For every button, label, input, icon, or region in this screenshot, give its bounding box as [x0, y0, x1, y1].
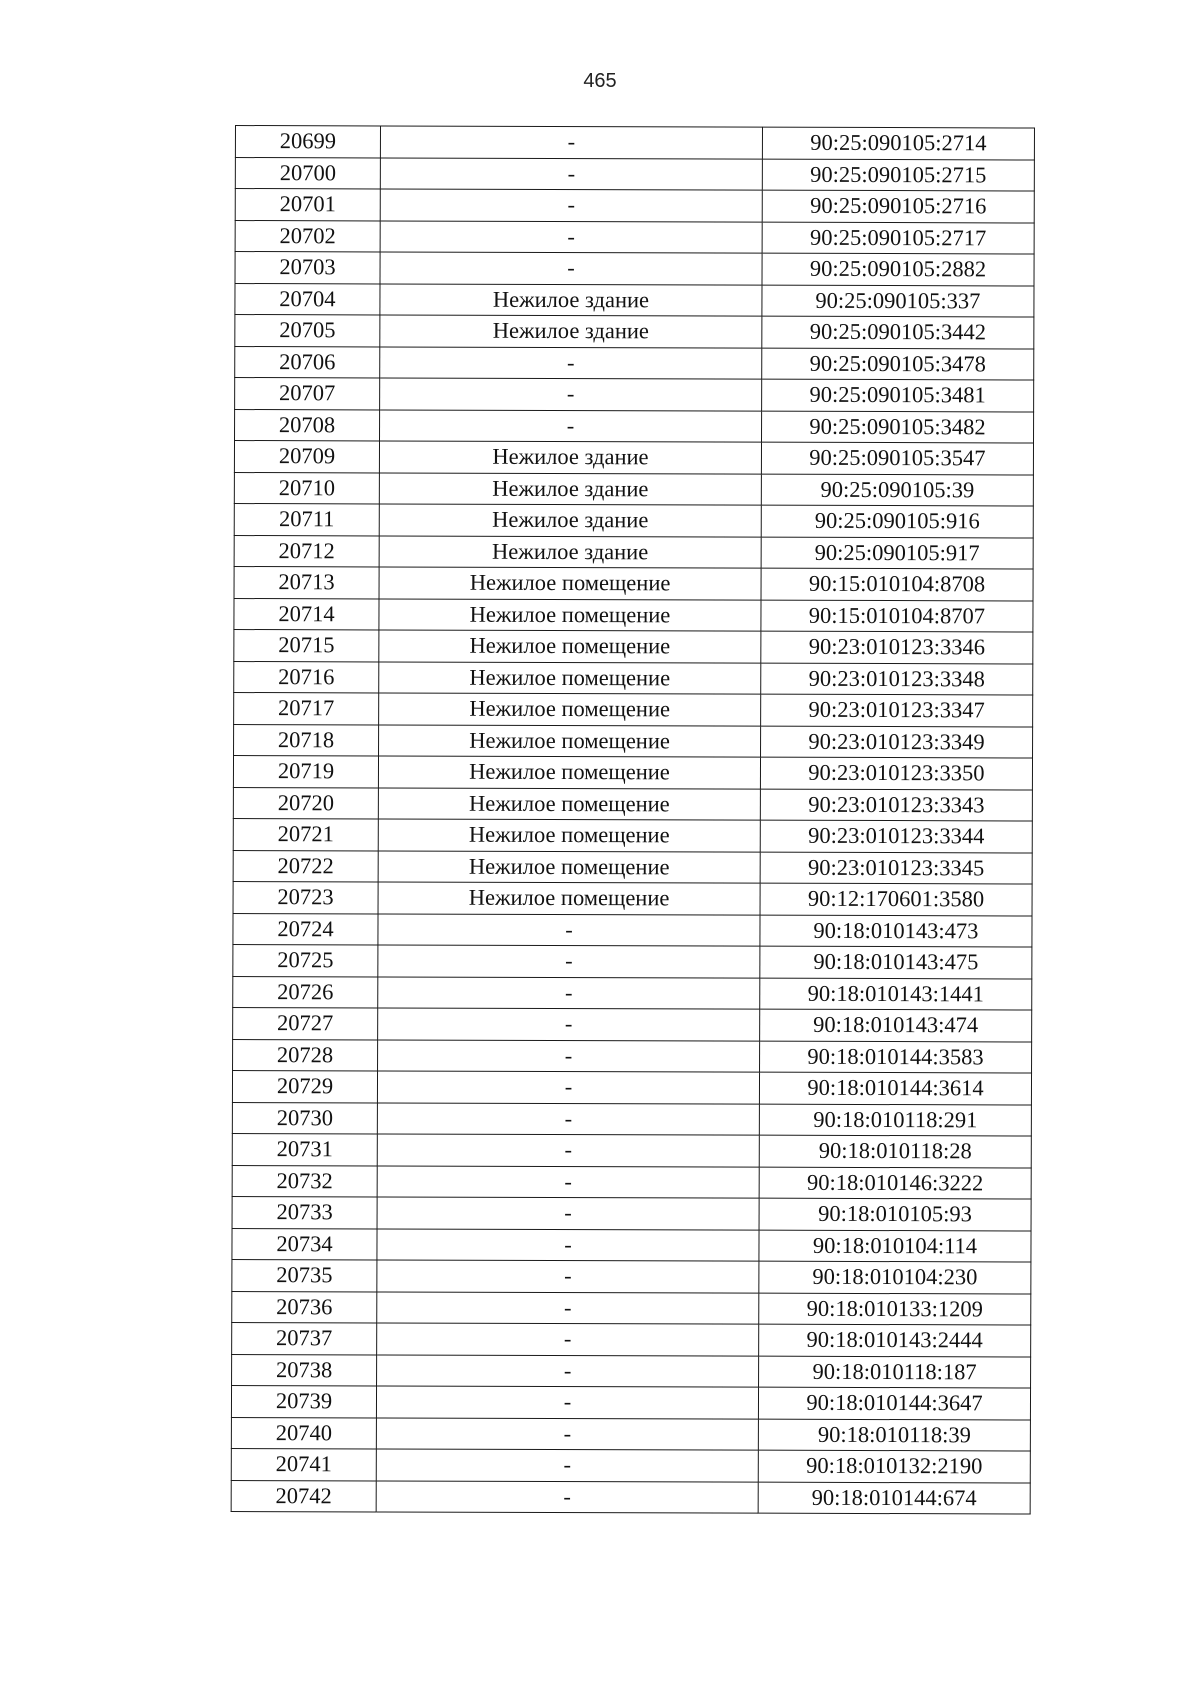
cadastral-number-cell: 90:25:090105:3442 — [762, 316, 1034, 348]
table-row — [231, 1417, 1030, 1451]
row-number-cell: 20716 — [234, 661, 379, 693]
object-name-cell: Нежилое помещение — [378, 819, 760, 852]
row-number-cell: 20711 — [234, 503, 379, 535]
row-number-cell: 20729 — [232, 1070, 377, 1102]
object-name-cell: Нежилое здание — [379, 441, 761, 474]
table-row — [232, 1259, 1031, 1293]
cadastral-number-cell: 90:15:010104:8707 — [761, 600, 1033, 632]
table-row — [235, 252, 1034, 286]
cadastral-number-cell: 90:25:090105:2715 — [762, 159, 1034, 191]
cadastral-number-cell: 90:18:010144:3614 — [759, 1072, 1031, 1104]
row-number-cell: 20731 — [232, 1133, 377, 1165]
row-number-cell: 20700 — [235, 157, 380, 189]
table-row — [233, 755, 1032, 789]
cadastral-number-cell: 90:18:010146:3222 — [759, 1167, 1031, 1199]
object-name-cell: - — [377, 1165, 759, 1198]
table-row — [233, 944, 1032, 978]
cadastral-number-cell: 90:18:010133:1209 — [759, 1293, 1031, 1325]
table-row — [234, 503, 1033, 537]
object-name-cell: - — [378, 1008, 760, 1041]
object-name-cell: Нежилое здание — [379, 535, 761, 568]
table-row — [231, 1480, 1030, 1514]
object-name-cell: Нежилое помещение — [378, 882, 760, 915]
cadastral-number-cell: 90:23:010123:3347 — [761, 694, 1033, 726]
table-row — [235, 126, 1034, 160]
cadastral-number-cell: 90:18:010143:474 — [760, 1009, 1032, 1041]
row-number-cell: 20701 — [235, 189, 380, 221]
table-row — [235, 378, 1034, 412]
cadastral-number-cell: 90:25:090105:39 — [761, 474, 1033, 506]
row-number-cell: 20704 — [235, 283, 380, 315]
cadastral-number-cell: 90:23:010123:3343 — [760, 789, 1032, 821]
cadastral-number-cell: 90:18:010104:114 — [759, 1230, 1031, 1262]
object-name-cell: - — [378, 945, 760, 978]
table-row — [232, 1133, 1031, 1167]
row-number-cell: 20733 — [232, 1196, 377, 1228]
table-row — [235, 283, 1034, 317]
object-name-cell: - — [376, 1480, 758, 1513]
table-row — [234, 724, 1033, 758]
table-row — [233, 881, 1032, 915]
object-name-cell: - — [376, 1386, 758, 1419]
row-number-cell: 20709 — [234, 441, 379, 473]
cadastral-number-cell: 90:25:090105:916 — [761, 505, 1033, 537]
row-number-cell: 20734 — [232, 1228, 377, 1260]
object-name-cell: Нежилое помещение — [378, 756, 760, 789]
object-name-cell: - — [380, 157, 762, 190]
table-row — [233, 976, 1032, 1010]
object-name-cell: - — [377, 1323, 759, 1356]
cadastral-number-cell: 90:18:010144:3647 — [758, 1387, 1030, 1419]
row-number-cell: 20737 — [232, 1322, 377, 1354]
table-row — [232, 1070, 1031, 1104]
cadastral-number-cell: 90:18:010143:475 — [760, 946, 1032, 978]
cadastral-number-cell: 90:18:010144:3583 — [760, 1041, 1032, 1073]
object-name-cell: - — [377, 1102, 759, 1135]
cadastral-number-cell: 90:25:090105:3481 — [762, 379, 1034, 411]
cadastral-number-cell: 90:25:090105:2882 — [762, 253, 1034, 285]
object-name-cell: - — [377, 1071, 759, 1104]
row-number-cell: 20699 — [235, 126, 380, 158]
row-number-cell: 20732 — [232, 1165, 377, 1197]
table-row — [235, 315, 1034, 349]
cadastral-number-cell: 90:18:010118:187 — [759, 1356, 1031, 1388]
cadastral-number-cell: 90:25:090105:3478 — [762, 348, 1034, 380]
row-number-cell: 20719 — [233, 755, 378, 787]
object-name-cell: - — [380, 126, 762, 159]
row-number-cell: 20722 — [233, 850, 378, 882]
row-number-cell: 20703 — [235, 252, 380, 284]
cadastral-number-cell: 90:18:010143:1441 — [760, 978, 1032, 1010]
cadastral-number-cell: 90:18:010132:2190 — [758, 1450, 1030, 1482]
row-number-cell: 20730 — [232, 1102, 377, 1134]
object-name-cell: - — [377, 1291, 759, 1324]
row-number-cell: 20727 — [233, 1007, 378, 1039]
object-name-cell: Нежилое помещение — [379, 661, 761, 694]
cadastral-number-cell: 90:18:010143:473 — [760, 915, 1032, 947]
table-row — [232, 1354, 1031, 1388]
table-row — [235, 220, 1034, 254]
object-name-cell: - — [380, 409, 762, 442]
cadastral-number-cell: 90:18:010143:2444 — [759, 1324, 1031, 1356]
object-name-cell: Нежилое помещение — [379, 567, 761, 600]
table-row — [231, 1385, 1030, 1419]
cadastral-number-cell: 90:18:010105:93 — [759, 1198, 1031, 1230]
table-row — [234, 566, 1033, 600]
table-row — [234, 598, 1033, 632]
table-row — [231, 1448, 1030, 1482]
table-row — [233, 913, 1032, 947]
object-name-cell: - — [380, 189, 762, 222]
row-number-cell: 20723 — [233, 881, 378, 913]
object-name-cell: - — [376, 1449, 758, 1482]
object-name-cell: Нежилое помещение — [379, 598, 761, 631]
cadastral-number-cell: 90:12:170601:3580 — [760, 883, 1032, 915]
row-number-cell: 20713 — [234, 566, 379, 598]
object-name-cell: Нежилое помещение — [379, 693, 761, 726]
object-name-cell: - — [377, 1228, 759, 1261]
table-row — [234, 472, 1033, 506]
object-name-cell: Нежилое помещение — [378, 850, 760, 883]
row-number-cell: 20707 — [235, 378, 380, 410]
cadastral-number-cell: 90:18:010104:230 — [759, 1261, 1031, 1293]
row-number-cell: 20718 — [234, 724, 379, 756]
object-name-cell: - — [380, 346, 762, 379]
table-row — [235, 189, 1034, 223]
row-number-cell: 20714 — [234, 598, 379, 630]
object-name-cell: Нежилое помещение — [378, 787, 760, 820]
table-row — [234, 661, 1033, 695]
cadastral-number-cell: 90:25:090105:337 — [762, 285, 1034, 317]
table-row — [233, 1007, 1032, 1041]
object-name-cell: - — [377, 1354, 759, 1387]
object-name-cell: - — [378, 976, 760, 1009]
row-number-cell: 20706 — [235, 346, 380, 378]
cadastral-number-cell: 90:23:010123:3346 — [761, 631, 1033, 663]
object-name-cell: - — [378, 913, 760, 946]
cadastral-number-cell: 90:18:010118:39 — [758, 1419, 1030, 1451]
row-number-cell: 20736 — [232, 1291, 377, 1323]
cadastral-number-cell: 90:23:010123:3350 — [760, 757, 1032, 789]
table-row — [235, 157, 1034, 191]
table-row — [232, 1291, 1031, 1325]
row-number-cell: 20724 — [233, 913, 378, 945]
cadastral-number-cell: 90:25:090105:3547 — [761, 442, 1033, 474]
object-name-cell: Нежилое здание — [380, 315, 762, 348]
table-row — [232, 1228, 1031, 1262]
object-name-cell: Нежилое помещение — [379, 630, 761, 663]
object-name-cell: - — [377, 1197, 759, 1230]
object-name-cell: - — [377, 1260, 759, 1293]
object-name-cell: Нежилое помещение — [379, 724, 761, 757]
row-number-cell: 20705 — [235, 315, 380, 347]
object-name-cell: - — [378, 1039, 760, 1072]
row-number-cell: 20739 — [231, 1385, 376, 1417]
row-number-cell: 20726 — [233, 976, 378, 1008]
table-row — [233, 1039, 1032, 1073]
row-number-cell: 20728 — [233, 1039, 378, 1071]
row-number-cell: 20702 — [235, 220, 380, 252]
table-row — [232, 1196, 1031, 1230]
table-row — [234, 629, 1033, 663]
cadastral-number-cell: 90:25:090105:2717 — [762, 222, 1034, 254]
cadastral-number-cell: 90:25:090105:2714 — [762, 127, 1034, 159]
cadastral-number-cell: 90:18:010144:674 — [758, 1482, 1030, 1514]
table-row — [233, 787, 1032, 821]
cadastral-number-cell: 90:25:090105:2716 — [762, 190, 1034, 222]
cadastral-number-cell: 90:23:010123:3348 — [761, 663, 1033, 695]
row-number-cell: 20721 — [233, 818, 378, 850]
row-number-cell: 20725 — [233, 944, 378, 976]
object-name-cell: Нежилое здание — [380, 283, 762, 316]
object-name-cell: - — [380, 252, 762, 285]
cadastral-number-cell: 90:15:010104:8708 — [761, 568, 1033, 600]
row-number-cell: 20708 — [235, 409, 380, 441]
table-row — [232, 1165, 1031, 1199]
row-number-cell: 20735 — [232, 1259, 377, 1291]
object-name-cell: - — [377, 1134, 759, 1167]
table-row — [233, 850, 1032, 884]
row-number-cell: 20740 — [231, 1417, 376, 1449]
register-table-body — [231, 126, 1034, 1515]
table-row — [234, 535, 1033, 569]
table-row — [235, 409, 1034, 443]
page-number: 465 — [583, 70, 617, 92]
cadastral-number-cell: 90:25:090105:3482 — [762, 411, 1034, 443]
register-table — [231, 125, 1035, 1515]
table-row — [234, 692, 1033, 726]
table-row — [233, 818, 1032, 852]
row-number-cell: 20741 — [231, 1448, 376, 1480]
cadastral-number-cell: 90:23:010123:3345 — [760, 852, 1032, 884]
object-name-cell: Нежилое здание — [379, 504, 761, 537]
table-row — [232, 1322, 1031, 1356]
cadastral-number-cell: 90:18:010118:28 — [759, 1135, 1031, 1167]
object-name-cell: - — [376, 1417, 758, 1450]
object-name-cell: - — [380, 220, 762, 253]
object-name-cell: - — [380, 378, 762, 411]
row-number-cell: 20712 — [234, 535, 379, 567]
cadastral-number-cell: 90:23:010123:3344 — [760, 820, 1032, 852]
cadastral-number-cell: 90:23:010123:3349 — [761, 726, 1033, 758]
row-number-cell: 20710 — [234, 472, 379, 504]
row-number-cell: 20742 — [231, 1480, 376, 1512]
row-number-cell: 20738 — [232, 1354, 377, 1386]
row-number-cell: 20720 — [233, 787, 378, 819]
object-name-cell: Нежилое здание — [379, 472, 761, 505]
table-row — [234, 441, 1033, 475]
row-number-cell: 20715 — [234, 629, 379, 661]
cadastral-number-cell: 90:18:010118:291 — [759, 1104, 1031, 1136]
row-number-cell: 20717 — [234, 692, 379, 724]
table-row — [232, 1102, 1031, 1136]
cadastral-number-cell: 90:25:090105:917 — [761, 537, 1033, 569]
table-row — [235, 346, 1034, 380]
